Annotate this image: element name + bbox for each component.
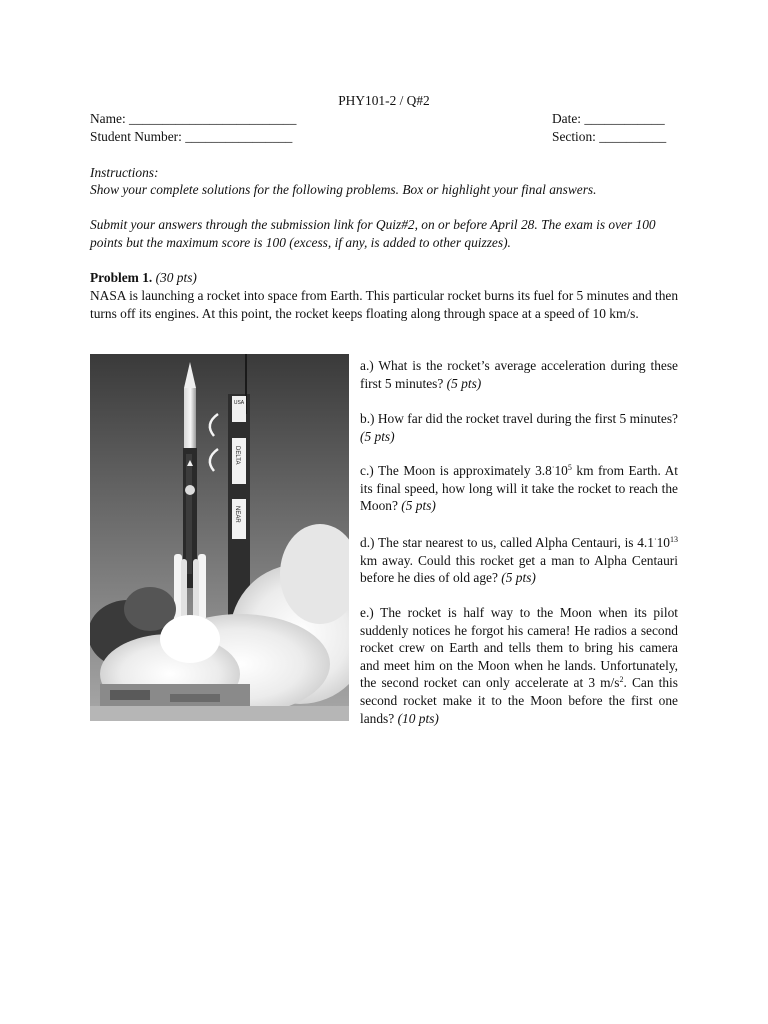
question-b-text: b.) How far did the rocket travel during the first 5 minutes? [360, 411, 678, 426]
instructions-text: Show your complete solutions for the following problems. Box or highlight your final answers. [90, 182, 597, 197]
question-d-base: 10 [656, 535, 670, 550]
question-d [360, 534, 678, 587]
section-field-label: Section: __________ [552, 129, 667, 144]
problem-points: (30 pts) [155, 270, 197, 285]
question-d-text-start: d.) The star nearest to us, called Alpha Centauri, is 4.1 [360, 535, 654, 550]
rocket-launch-photo [90, 354, 349, 721]
question-c-exponent: 5 [567, 463, 572, 472]
question-c-text-end: km from Earth. At its final speed, how long will it take the rocket to reach the Moon? [360, 463, 678, 514]
question-c-base: 10 [554, 463, 568, 478]
question-c [360, 462, 678, 515]
question-d-exponent: 13 [670, 535, 678, 544]
quiz-title: PHY101-2 / Q#2 [338, 93, 430, 108]
tower-vertical-text-2: NEAR [234, 506, 240, 523]
tower-vertical-text-1: DELTA [234, 446, 240, 465]
date-field-label: Date: ____________ [552, 111, 665, 126]
question-a [360, 357, 678, 392]
submission-text: Submit your answers through the submission link for Quiz#2, on or before April 28. The exam is over 100 points but the maximum score is 100 (excess, if any, is added to other quizzes). [90, 217, 656, 250]
instructions-heading: Instructions: [90, 165, 159, 180]
question-e-text-end: . Can this second rocket make it to the Moon before the first one lands? [360, 675, 678, 726]
question-a-text: a.) What is the rocket’s average acceleration during these first 5 minutes? [360, 358, 678, 391]
question-e-text-start: e.) The rocket is half way to the Moon when its pilot suddenly notices he forgot his camera! He radios a second rocket crew on Earth and tells them to bring his camera and meet him on the Moon when he lands. Unfortunately, the second rocket can only accelerate at 3 m/s [360, 605, 678, 691]
question-c-text-start: c.) The Moon is approximately 3.8 [360, 463, 552, 478]
question-d-text-end: km away. Could this rocket get a man to Alpha Centauri before he dies of old age? [360, 552, 678, 586]
student-number-field-label: Student Number: ________________ [90, 129, 293, 144]
question-b [360, 410, 678, 445]
tower-logo-text: USA [233, 400, 245, 406]
question-d-dot: · [653, 535, 657, 544]
question-e-exponent: 2 [619, 675, 624, 685]
problem-label: Problem 1. [90, 270, 153, 285]
rocket-launch-illustration [90, 354, 349, 721]
problem-statement: NASA is launching a rocket into space from Earth. This particular rocket burns its fuel for 5 minutes and then turns off its engines. At this point, the rocket keeps floating along through space at a speed of 10 km/s. [90, 288, 679, 321]
question-b-points: (5 pts) [360, 428, 395, 444]
problem-heading [90, 269, 197, 287]
question-c-points: (5 pts) [401, 498, 436, 514]
name-field-label: Name: _________________________ [90, 111, 297, 126]
question-c-dot: · [551, 463, 555, 472]
question-e [360, 604, 678, 727]
question-e-points: (10 pts) [397, 710, 439, 726]
question-d-points: (5 pts) [501, 570, 536, 586]
question-a-points: (5 pts) [446, 375, 482, 391]
